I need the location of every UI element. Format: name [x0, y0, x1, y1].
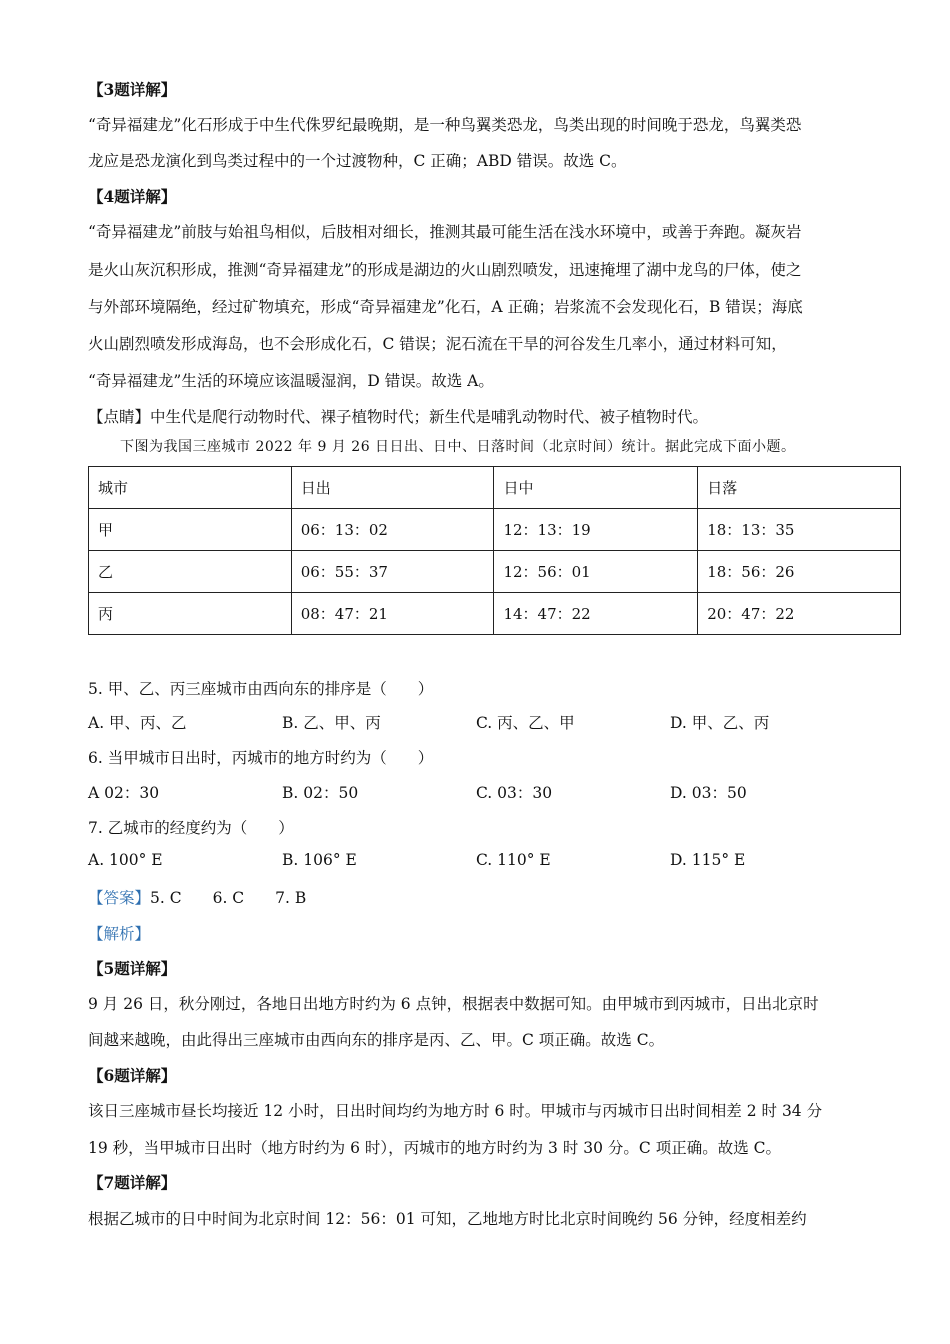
table-cell: 甲 — [89, 509, 292, 551]
q4-heading: 【4题详解】 — [88, 187, 177, 206]
question-7-option-c: C. 110° E — [476, 851, 551, 869]
question-5-stem: 5. 甲、乙、丙三座城市由西向东的排序是（ ） — [88, 680, 434, 698]
q5-text-line-2: 间越来越晚，由此得出三座城市由西向东的排序是丙、乙、甲。C 项正确。故选 C。 — [88, 1031, 665, 1049]
q5-heading: 【5题详解】 — [88, 959, 177, 978]
q3-text-line-2: 龙应是恐龙演化到鸟类过程中的一个过渡物种，C 正确；ABD 错误。故选 C。 — [88, 152, 627, 170]
question-6-option-b: B. 02：50 — [282, 784, 359, 802]
q5-text-line-1: 9 月 26 日，秋分刚过，各地日出地方时约为 6 点钟，根据表中数据可知。由甲城市到丙城市，日出北京时 — [88, 995, 819, 1013]
question-5-option-b: B. 乙、甲、丙 — [282, 714, 381, 732]
table-row — [89, 593, 901, 635]
q6-heading: 【6题详解】 — [88, 1066, 177, 1085]
analysis-label: 【解析】 — [88, 925, 151, 943]
table-row — [89, 551, 901, 593]
question-7-option-b: B. 106° E — [282, 851, 357, 869]
answer-line — [88, 886, 306, 908]
table-row — [89, 509, 901, 551]
table-cell: 丙 — [89, 593, 292, 635]
table-cell: 乙 — [89, 551, 292, 593]
question-7-option-a: A. 100° E — [88, 851, 163, 869]
q7-heading: 【7题详解】 — [88, 1173, 177, 1192]
table-cell: 20：47：22 — [698, 593, 901, 635]
q4-text-line-2: 是火山灰沉积形成，推测“奇异福建龙”的形成是湖边的火山剧烈喷发，迅速掩埋了湖中龙鸟的尸体，使之 — [88, 261, 802, 279]
question-5-option-a: A. 甲、丙、乙 — [88, 714, 187, 732]
table-cell: 12：56：01 — [494, 551, 698, 593]
table-header-row — [89, 467, 901, 509]
q6-text-line-2: 19 秒，当甲城市日出时（地方时约为 6 时），丙城市的地方时约为 3 时 30 分。C 项正确。故选 C。 — [88, 1139, 781, 1157]
q4-text-line-5: “奇异福建龙”生活的环境应该温暖湿润，D 错误。故选 A。 — [88, 372, 494, 390]
q3-text-line-1: “奇异福建龙”化石形成于中生代侏罗纪最晚期，是一种鸟翼类恐龙，鸟类出现的时间晚于恐龙，鸟翼类恐 — [88, 116, 802, 134]
table-cell: 18：13：35 — [698, 509, 901, 551]
q4-text-line-3: 与外部环境隔绝，经过矿物填充，形成“奇异福建龙”化石，A 正确；岩浆流不会发现化石，B 错误；海底 — [88, 298, 803, 316]
table-intro: 下图为我国三座城市 2022 年 9 月 26 日日出、日中、日落时间（北京时间）统计。据此完成下面小题。 — [120, 439, 796, 455]
table-cell: 14：47：22 — [494, 593, 698, 635]
question-5-option-d: D. 甲、乙、丙 — [670, 714, 770, 732]
q6-text-line-1: 该日三座城市昼长均接近 12 小时，日出时间均约为地方时 6 时。甲城市与丙城市日出时间相差 2 时 34 分 — [88, 1102, 823, 1120]
question-6-option-a: A 02：30 — [88, 784, 160, 802]
header-cell: 日中 — [494, 467, 698, 509]
answer-label: 【答案】 — [88, 889, 151, 907]
q4-text-line-4: 火山剧烈喷发形成海岛，也不会形成化石，C 错误；泥石流在干旱的河谷发生几率小，通过材料可知， — [88, 335, 787, 353]
q3-heading: 【3题详解】 — [88, 80, 177, 99]
question-5-option-c: C. 丙、乙、甲 — [476, 714, 575, 732]
question-7-stem: 7. 乙城市的经度约为（ ） — [88, 819, 294, 837]
header-cell: 日出 — [291, 467, 494, 509]
q4-text-line-1: “奇异福建龙”前肢与始祖鸟相似，后肢相对细长，推测其最可能生活在浅水环境中，或善于奔跑。凝灰岩 — [88, 223, 802, 241]
table-cell: 06：55：37 — [291, 551, 494, 593]
answer-text: 5. C 6. C 7. B — [150, 889, 307, 907]
header-cell: 城市 — [89, 467, 292, 509]
table-cell: 08：47：21 — [291, 593, 494, 635]
table-cell: 12：13：19 — [494, 509, 698, 551]
question-7-option-d: D. 115° E — [670, 851, 746, 869]
question-6-option-d: D. 03：50 — [670, 784, 747, 802]
header-cell: 日落 — [698, 467, 901, 509]
table-cell: 18：56：26 — [698, 551, 901, 593]
question-6-stem: 6. 当甲城市日出时，丙城市的地方时约为（ ） — [88, 749, 434, 767]
tip-note: 【点睛】中生代是爬行动物时代、裸子植物时代；新生代是哺乳动物时代、被子植物时代。 — [88, 408, 709, 426]
q7-text-line-1: 根据乙城市的日中时间为北京时间 12：56：01 可知，乙地地方时比北京时间晚约 56 分钟，经度相差约 — [88, 1210, 807, 1228]
question-6-option-c: C. 03：30 — [476, 784, 553, 802]
table-cell: 06：13：02 — [291, 509, 494, 551]
city-times-table — [88, 466, 901, 635]
